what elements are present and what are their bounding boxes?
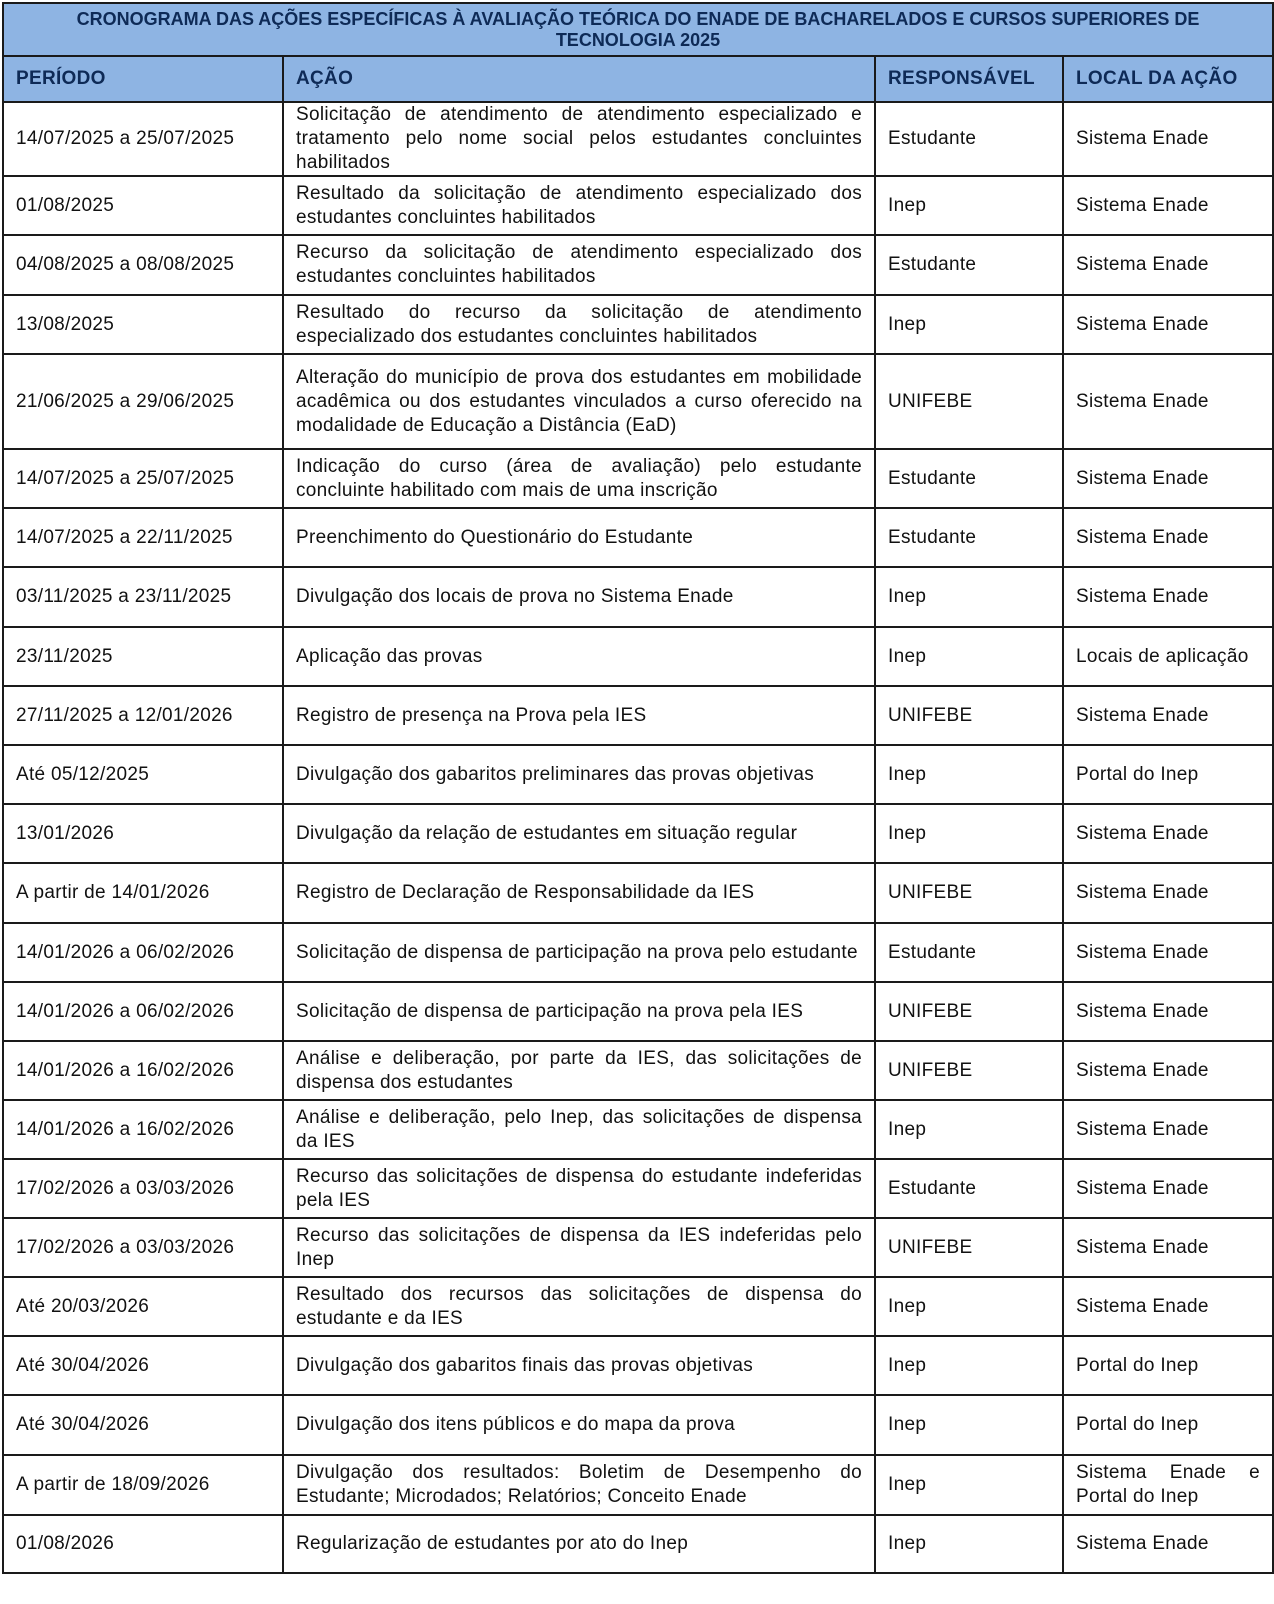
- header-periodo: PERÍODO: [3, 56, 283, 102]
- cell-periodo: A partir de 14/01/2026: [3, 863, 283, 923]
- cell-periodo: Até 30/04/2026: [3, 1336, 283, 1395]
- header-row: [3, 56, 1273, 102]
- cell-periodo: 27/11/2025 a 12/01/2026: [3, 686, 283, 745]
- cell-responsavel: Inep: [875, 1515, 1063, 1573]
- cell-responsavel: Inep: [875, 567, 1063, 627]
- table-row: [3, 1336, 1273, 1395]
- cell-acao: Resultado do recurso da solicitação de atendimento especializado dos estudantes concluintes habilitados: [283, 295, 875, 354]
- table-row: [3, 1159, 1273, 1218]
- cell-acao: Recurso da solicitação de atendimento especializado dos estudantes concluintes habilitados: [283, 235, 875, 295]
- cell-responsavel: Inep: [875, 804, 1063, 863]
- cell-local: Sistema Enade: [1063, 1041, 1273, 1100]
- table-row: [3, 863, 1273, 923]
- cell-acao: Recurso das solicitações de dispensa do estudante indeferidas pela IES: [283, 1159, 875, 1218]
- header-responsavel: RESPONSÁVEL: [875, 56, 1063, 102]
- cell-acao: Divulgação dos locais de prova no Sistema Enade: [283, 567, 875, 627]
- table-row: [3, 102, 1273, 176]
- cell-responsavel: Inep: [875, 1277, 1063, 1336]
- cell-periodo: 21/06/2025 a 29/06/2025: [3, 354, 283, 449]
- cell-periodo: 14/01/2026 a 16/02/2026: [3, 1041, 283, 1100]
- cell-periodo: 01/08/2026: [3, 1515, 283, 1573]
- cell-responsavel: UNIFEBE: [875, 686, 1063, 745]
- table-row: [3, 686, 1273, 745]
- cell-acao: Solicitação de dispensa de participação na prova pelo estudante: [283, 923, 875, 982]
- document: [2, 2, 1272, 1574]
- cell-responsavel: UNIFEBE: [875, 1041, 1063, 1100]
- cell-periodo: 03/11/2025 a 23/11/2025: [3, 567, 283, 627]
- cell-acao: Preenchimento do Questionário do Estudante: [283, 508, 875, 567]
- table-row: [3, 176, 1273, 235]
- cell-local: Locais de aplicação: [1063, 627, 1273, 686]
- table-row: [3, 923, 1273, 982]
- cell-periodo: A partir de 18/09/2026: [3, 1455, 283, 1515]
- cell-responsavel: Estudante: [875, 508, 1063, 567]
- cell-local: Sistema Enade: [1063, 176, 1273, 235]
- cell-local: Sistema Enade: [1063, 1277, 1273, 1336]
- table-row: [3, 627, 1273, 686]
- header-acao: AÇÃO: [283, 56, 875, 102]
- cell-responsavel: Inep: [875, 627, 1063, 686]
- table-row: [3, 1041, 1273, 1100]
- cell-acao: Aplicação das provas: [283, 627, 875, 686]
- cell-acao: Resultado da solicitação de atendimento especializado dos estudantes concluintes habilitados: [283, 176, 875, 235]
- table-title: CRONOGRAMA DAS AÇÕES ESPECÍFICAS À AVALIAÇÃO TEÓRICA DO ENADE DE BACHARELADOS E CURSOS SUPERIORES DE TECNOLOGIA 2025: [3, 3, 1273, 56]
- cell-acao: Recurso das solicitações de dispensa da IES indeferidas pelo Inep: [283, 1218, 875, 1277]
- cell-responsavel: Estudante: [875, 235, 1063, 295]
- table-row: [3, 449, 1273, 508]
- cell-acao: Indicação do curso (área de avaliação) pelo estudante concluinte habilitado com mais de uma inscrição: [283, 449, 875, 508]
- table-row: [3, 1455, 1273, 1515]
- cell-responsavel: UNIFEBE: [875, 1218, 1063, 1277]
- table-row: [3, 567, 1273, 627]
- cell-responsavel: UNIFEBE: [875, 982, 1063, 1041]
- cell-local: Sistema Enade: [1063, 1159, 1273, 1218]
- cell-periodo: 14/01/2026 a 06/02/2026: [3, 982, 283, 1041]
- cell-responsavel: Estudante: [875, 1159, 1063, 1218]
- cell-local: Sistema Enade: [1063, 863, 1273, 923]
- table-body: [3, 102, 1273, 1573]
- cell-responsavel: Inep: [875, 1336, 1063, 1395]
- cell-local: Sistema Enade: [1063, 1515, 1273, 1573]
- cell-responsavel: Inep: [875, 1395, 1063, 1455]
- cell-local: Sistema Enade: [1063, 1218, 1273, 1277]
- cell-acao: Divulgação dos gabaritos finais das provas objetivas: [283, 1336, 875, 1395]
- cell-periodo: 14/07/2025 a 22/11/2025: [3, 508, 283, 567]
- table-row: [3, 295, 1273, 354]
- cell-local: Sistema Enade: [1063, 923, 1273, 982]
- table-row: [3, 982, 1273, 1041]
- table-row: [3, 1277, 1273, 1336]
- cell-periodo: Até 30/04/2026: [3, 1395, 283, 1455]
- table-row: [3, 1395, 1273, 1455]
- cell-local: Sistema Enade: [1063, 354, 1273, 449]
- cell-periodo: 14/07/2025 a 25/07/2025: [3, 449, 283, 508]
- cell-periodo: 14/01/2026 a 16/02/2026: [3, 1100, 283, 1159]
- table-row: [3, 1515, 1273, 1573]
- table-row: [3, 235, 1273, 295]
- cell-acao: Alteração do município de prova dos estudantes em mobilidade acadêmica ou dos estudantes vinculados a curso oferecido na modalidade de Educação a Distância (EaD): [283, 354, 875, 449]
- cell-periodo: 23/11/2025: [3, 627, 283, 686]
- cell-local: Portal do Inep: [1063, 745, 1273, 804]
- cell-periodo: Até 05/12/2025: [3, 745, 283, 804]
- cell-local: Portal do Inep: [1063, 1336, 1273, 1395]
- cell-acao: Divulgação da relação de estudantes em situação regular: [283, 804, 875, 863]
- cell-acao: Análise e deliberação, por parte da IES, das solicitações de dispensa dos estudantes: [283, 1041, 875, 1100]
- cell-responsavel: UNIFEBE: [875, 354, 1063, 449]
- cell-responsavel: Inep: [875, 176, 1063, 235]
- cell-responsavel: Estudante: [875, 923, 1063, 982]
- cell-local: Sistema Enade: [1063, 508, 1273, 567]
- cell-local: Sistema Enade: [1063, 235, 1273, 295]
- table-row: [3, 354, 1273, 449]
- cell-periodo: 04/08/2025 a 08/08/2025: [3, 235, 283, 295]
- cell-local: Sistema Enade: [1063, 102, 1273, 176]
- cell-acao: Divulgação dos itens públicos e do mapa da prova: [283, 1395, 875, 1455]
- cell-acao: Divulgação dos resultados: Boletim de Desempenho do Estudante; Microdados; Relatórios; Conceito Enade: [283, 1455, 875, 1515]
- cell-acao: Análise e deliberação, pelo Inep, das solicitações de dispensa da IES: [283, 1100, 875, 1159]
- cell-local: Portal do Inep: [1063, 1395, 1273, 1455]
- cell-local: Sistema Enade: [1063, 449, 1273, 508]
- cell-periodo: 17/02/2026 a 03/03/2026: [3, 1159, 283, 1218]
- cell-local: Sistema Enade: [1063, 1100, 1273, 1159]
- cell-periodo: 14/07/2025 a 25/07/2025: [3, 102, 283, 176]
- cell-acao: Regularização de estudantes por ato do Inep: [283, 1515, 875, 1573]
- cell-periodo: 17/02/2026 a 03/03/2026: [3, 1218, 283, 1277]
- cell-acao: Divulgação dos gabaritos preliminares das provas objetivas: [283, 745, 875, 804]
- cell-acao: Resultado dos recursos das solicitações de dispensa do estudante e da IES: [283, 1277, 875, 1336]
- cell-periodo: 13/01/2026: [3, 804, 283, 863]
- table-row: [3, 1100, 1273, 1159]
- cell-local: Sistema Enade e Portal do Inep: [1063, 1455, 1273, 1515]
- cell-periodo: 13/08/2025: [3, 295, 283, 354]
- cell-periodo: 14/01/2026 a 06/02/2026: [3, 923, 283, 982]
- cell-responsavel: Inep: [875, 1100, 1063, 1159]
- cell-local: Sistema Enade: [1063, 686, 1273, 745]
- table-row: [3, 1218, 1273, 1277]
- table-row: [3, 804, 1273, 863]
- table-row: [3, 745, 1273, 804]
- cell-periodo: Até 20/03/2026: [3, 1277, 283, 1336]
- cell-acao: Registro de Declaração de Responsabilidade da IES: [283, 863, 875, 923]
- cell-responsavel: Inep: [875, 295, 1063, 354]
- cell-periodo: 01/08/2025: [3, 176, 283, 235]
- cell-local: Sistema Enade: [1063, 295, 1273, 354]
- cell-acao: Registro de presença na Prova pela IES: [283, 686, 875, 745]
- cell-responsavel: Inep: [875, 745, 1063, 804]
- header-local: LOCAL DA AÇÃO: [1063, 56, 1273, 102]
- cell-responsavel: Estudante: [875, 449, 1063, 508]
- cell-acao: Solicitação de dispensa de participação na prova pela IES: [283, 982, 875, 1041]
- cell-local: Sistema Enade: [1063, 982, 1273, 1041]
- cell-responsavel: Estudante: [875, 102, 1063, 176]
- cell-local: Sistema Enade: [1063, 804, 1273, 863]
- schedule-table: [2, 2, 1274, 1574]
- cell-acao: Solicitação de atendimento de atendimento especializado e tratamento pelo nome social pelos estudantes concluintes habilitados: [283, 102, 875, 176]
- cell-responsavel: UNIFEBE: [875, 863, 1063, 923]
- cell-responsavel: Inep: [875, 1455, 1063, 1515]
- cell-local: Sistema Enade: [1063, 567, 1273, 627]
- table-row: [3, 508, 1273, 567]
